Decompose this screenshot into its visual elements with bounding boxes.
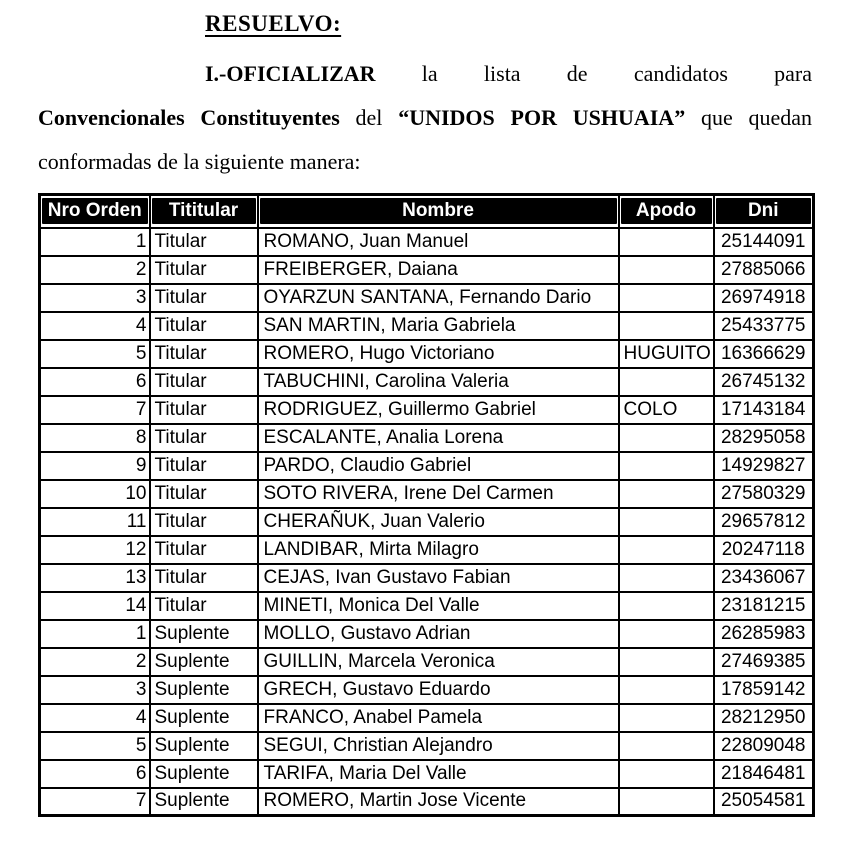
cell-dni: 26974918 [714,284,814,312]
cell-nro-orden: 1 [40,620,150,648]
table-row [40,564,814,592]
document-heading [205,10,812,38]
cell-tititular: Suplente [150,676,258,704]
cell-nro-orden: 2 [40,256,150,284]
cell-tititular: Titular [150,480,258,508]
cell-apodo [619,228,714,256]
table-row [40,592,814,620]
cell-tititular: Titular [150,368,258,396]
cell-tititular: Titular [150,508,258,536]
table-row [40,704,814,732]
header-cell-nombre [258,195,619,228]
cell-tititular: Suplente [150,620,258,648]
cell-nro-orden: 4 [40,312,150,340]
cell-nro-orden: 12 [40,536,150,564]
cell-nombre: ROMERO, Martin Jose Vicente [258,788,619,816]
table-row [40,732,814,760]
cell-nro-orden: 6 [40,760,150,788]
cell-nro-orden: 1 [40,228,150,256]
cell-nombre: LANDIBAR, Mirta Milagro [258,536,619,564]
table-body [40,228,814,816]
cell-nro-orden: 8 [40,424,150,452]
party-name-bold: “UNIDOS POR USHUAIA” [398,105,686,130]
cell-dni: 26285983 [714,620,814,648]
cell-tititular: Titular [150,256,258,284]
cell-nro-orden: 5 [40,340,150,368]
cell-dni: 28295058 [714,424,814,452]
table-row [40,452,814,480]
cell-nombre: ESCALANTE, Analia Lorena [258,424,619,452]
cell-tititular: Titular [150,228,258,256]
table-container [38,193,812,817]
cell-nombre: OYARZUN SANTANA, Fernando Dario [258,284,619,312]
table-row [40,424,814,452]
table-row [40,760,814,788]
header-chip-nombre: Nombre [260,198,617,224]
oficializar-bold: I.-OFICIALIZAR [205,61,376,86]
cell-nro-orden: 11 [40,508,150,536]
cell-apodo [619,788,714,816]
header-chip-apodo: Apodo [621,198,712,224]
cell-nro-orden: 6 [40,368,150,396]
paragraph-line-3: conformadas de la siguiente manera: [38,149,361,174]
cell-apodo [619,284,714,312]
cell-nombre: ROMERO, Hugo Victoriano [258,340,619,368]
cell-dni: 26745132 [714,368,814,396]
cell-apodo [619,508,714,536]
cell-apodo [619,592,714,620]
cell-apodo [619,480,714,508]
cell-dni: 25144091 [714,228,814,256]
cell-nombre: MINETI, Monica Del Valle [258,592,619,620]
cell-tititular: Titular [150,536,258,564]
cell-tititular: Suplente [150,732,258,760]
cell-tititular: Titular [150,284,258,312]
cell-dni: 23181215 [714,592,814,620]
cell-nombre: PARDO, Claudio Gabriel [258,452,619,480]
cell-nombre: CEJAS, Ivan Gustavo Fabian [258,564,619,592]
cell-dni: 29657812 [714,508,814,536]
paragraph-line-2 [38,96,812,140]
cell-tititular: Suplente [150,704,258,732]
table-row [40,536,814,564]
paragraph-line-2-del: del [355,105,383,130]
cell-apodo [619,312,714,340]
cell-nombre: TABUCHINI, Carolina Valeria [258,368,619,396]
cell-apodo: COLO [619,396,714,424]
table-row [40,788,814,816]
table-row [40,676,814,704]
cell-apodo [619,368,714,396]
table-row [40,256,814,284]
cell-tititular: Suplente [150,788,258,816]
cell-nombre: ROMANO, Juan Manuel [258,228,619,256]
cell-dni: 27469385 [714,648,814,676]
table-row [40,508,814,536]
cell-apodo [619,704,714,732]
table-row [40,620,814,648]
cell-dni: 20247118 [714,536,814,564]
cell-apodo [619,536,714,564]
header-chip-dni: Dni [716,198,812,224]
cell-tititular: Titular [150,592,258,620]
table-row [40,284,814,312]
cell-dni: 27885066 [714,256,814,284]
paragraph-line-1 [38,52,812,96]
cell-nro-orden: 3 [40,284,150,312]
cell-dni: 27580329 [714,480,814,508]
heading-text: RESUELVO: [205,11,342,36]
cell-nombre: FREIBERGER, Daiana [258,256,619,284]
cell-apodo: HUGUITO [619,340,714,368]
cell-nombre: TARIFA, Maria Del Valle [258,760,619,788]
cell-nombre: CHERAÑUK, Juan Valerio [258,508,619,536]
cell-nro-orden: 4 [40,704,150,732]
table-row [40,368,814,396]
candidates-table [38,193,815,817]
cell-apodo [619,256,714,284]
cell-nombre: SAN MARTIN, Maria Gabriela [258,312,619,340]
cell-nombre: GRECH, Gustavo Eduardo [258,676,619,704]
cell-dni: 25433775 [714,312,814,340]
table-row [40,396,814,424]
header-chip-nro-orden: Nro Orden [42,198,148,224]
cell-apodo [619,452,714,480]
paragraph-line-2-rest: que quedan [700,105,813,130]
cell-dni: 22809048 [714,732,814,760]
table-row [40,228,814,256]
cell-nro-orden: 2 [40,648,150,676]
header-cell-apodo [619,195,714,228]
cell-dni: 16366629 [714,340,814,368]
cell-dni: 17859142 [714,676,814,704]
table-row [40,340,814,368]
cell-nombre: SEGUI, Christian Alejandro [258,732,619,760]
cell-nro-orden: 7 [40,788,150,816]
cell-dni: 25054581 [714,788,814,816]
table-row [40,648,814,676]
cell-nro-orden: 14 [40,592,150,620]
cell-tititular: Titular [150,396,258,424]
cell-nombre: RODRIGUEZ, Guillermo Gabriel [258,396,619,424]
paragraph-line-1-rest: la lista de candidatos para [421,61,812,86]
cell-nro-orden: 13 [40,564,150,592]
cell-apodo [619,760,714,788]
cell-nro-orden: 9 [40,452,150,480]
cell-nombre: GUILLIN, Marcela Veronica [258,648,619,676]
cell-tititular: Titular [150,564,258,592]
header-cell-dni [714,195,814,228]
cell-nro-orden: 3 [40,676,150,704]
cell-dni: 23436067 [714,564,814,592]
cell-apodo [619,620,714,648]
cell-nombre: MOLLO, Gustavo Adrian [258,620,619,648]
cell-nombre: FRANCO, Anabel Pamela [258,704,619,732]
cell-tititular: Titular [150,340,258,368]
cell-dni: 21846481 [714,760,814,788]
cell-tititular: Titular [150,424,258,452]
header-cell-nro-orden [40,195,150,228]
cell-apodo [619,424,714,452]
table-row [40,312,814,340]
cell-tititular: Suplente [150,760,258,788]
cell-apodo [619,732,714,760]
cell-nro-orden: 5 [40,732,150,760]
cell-apodo [619,648,714,676]
cell-nombre: SOTO RIVERA, Irene Del Carmen [258,480,619,508]
cell-dni: 28212950 [714,704,814,732]
convencionales-bold: Convencionales Constituyentes [38,105,340,130]
cell-tititular: Suplente [150,648,258,676]
table-row [40,480,814,508]
cell-nro-orden: 7 [40,396,150,424]
cell-tititular: Titular [150,452,258,480]
cell-apodo [619,676,714,704]
cell-nro-orden: 10 [40,480,150,508]
cell-apodo [619,564,714,592]
cell-dni: 17143184 [714,396,814,424]
cell-dni: 14929827 [714,452,814,480]
header-chip-tititular: Tititular [152,198,256,224]
table-header-row [40,195,814,228]
header-cell-tititular [150,195,258,228]
cell-tititular: Titular [150,312,258,340]
